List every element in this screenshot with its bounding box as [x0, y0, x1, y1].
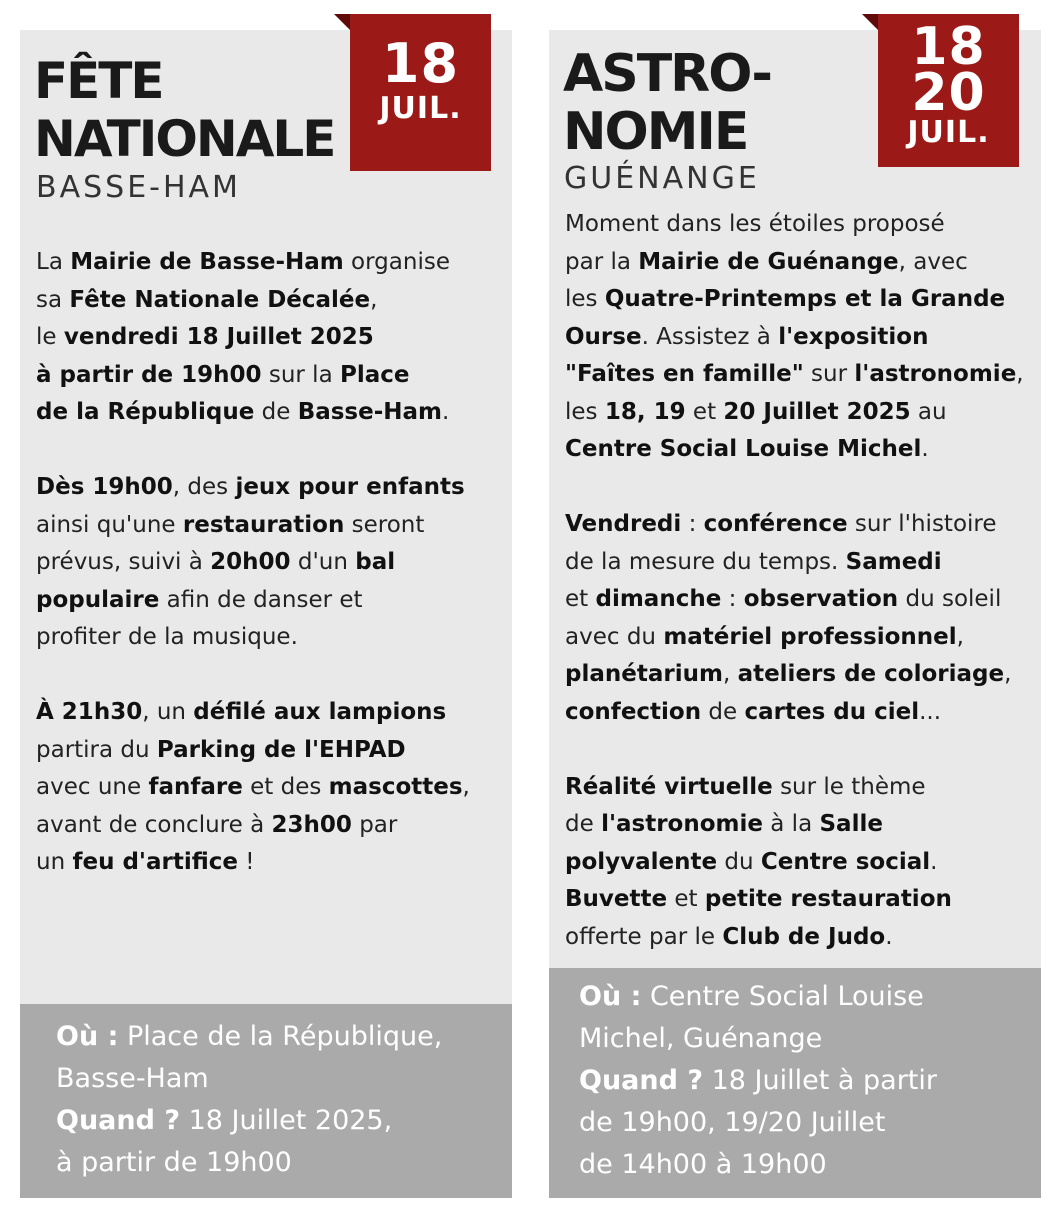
- emphasis-text: 18, 19: [604, 398, 686, 425]
- body-text-run: de la mesure du temps.: [565, 548, 846, 575]
- body-text-run: le: [36, 324, 64, 350]
- body-text-run: La: [36, 249, 71, 275]
- body-text-run: !: [237, 849, 255, 875]
- emphasis-text: l'exposition: [778, 323, 929, 350]
- body-text-run: .: [921, 436, 929, 462]
- event-card-fete-nationale: [20, 30, 512, 1198]
- event-description: [36, 244, 470, 882]
- when-value-line2: de 19h00, 19/20 Juillet: [579, 1107, 886, 1138]
- when-label: Quand ?: [56, 1105, 181, 1136]
- body-text-run: et: [685, 398, 724, 425]
- emphasis-text: "Faîtes en famille": [565, 361, 804, 387]
- body-text-run: avec du: [565, 623, 664, 650]
- body-text-run: ,: [956, 623, 964, 650]
- event-card-astronomie: [549, 17, 1041, 1198]
- body-text-run: à la: [762, 811, 820, 837]
- body-text-run: par la: [565, 248, 639, 275]
- event-info-footer: [20, 1004, 512, 1198]
- body-text-run: avec une: [36, 774, 149, 800]
- event-location: BASSE-HAM: [36, 170, 241, 205]
- body-text-run: afin de danser et: [159, 586, 363, 613]
- emphasis-text: jeux pour enfants: [235, 474, 465, 500]
- when-value: 18 Juillet à partir: [703, 1065, 937, 1096]
- where-value: Place de la République,: [118, 1021, 443, 1052]
- date-month: JUIL.: [379, 91, 462, 126]
- body-text-run: prévus, suivi à: [36, 549, 211, 575]
- emphasis-text: 20h00: [210, 549, 291, 575]
- event-title: [563, 45, 771, 161]
- body-text-run: au: [910, 398, 947, 425]
- event-info-footer: [549, 968, 1041, 1198]
- body-text-run: ainsi qu'une: [36, 511, 183, 538]
- where-label: Où :: [56, 1021, 119, 1052]
- body-text-run: ,: [370, 286, 378, 313]
- body-text-run: seront: [344, 511, 425, 538]
- emphasis-text: Mairie de Basse-Ham: [70, 249, 344, 275]
- where-label: Où :: [579, 981, 642, 1012]
- emphasis-text: dimanche: [595, 586, 722, 612]
- description-paragraph: [36, 469, 470, 657]
- emphasis-text: feu d'artifice: [72, 849, 238, 875]
- body-text-run: sur la: [261, 361, 340, 388]
- body-text-run: sur le thème: [772, 773, 926, 800]
- date-day: 18: [381, 32, 460, 95]
- description-paragraph: [36, 244, 470, 432]
- emphasis-text: de la République: [36, 399, 255, 425]
- emphasis-text: Basse-Ham: [297, 399, 442, 425]
- emphasis-text: Samedi: [845, 548, 942, 575]
- where-value-line2: Basse-Ham: [56, 1063, 209, 1094]
- body-text-run: du soleil: [898, 586, 1002, 612]
- emphasis-text: Centre Social Louise Michel: [565, 436, 922, 462]
- emphasis-text: fanfare: [148, 774, 243, 800]
- date-day-end: 20: [911, 63, 986, 123]
- when-value-line2: à partir de 19h00: [56, 1147, 292, 1178]
- emphasis-text: Mairie de Guénange: [638, 248, 899, 275]
- emphasis-text: l'astronomie: [854, 361, 1017, 387]
- body-text-run: , des: [172, 474, 236, 500]
- emphasis-text: populaire: [36, 586, 160, 613]
- when-label: Quand ?: [579, 1065, 704, 1096]
- description-paragraph: [565, 506, 1024, 731]
- body-text-run: de: [254, 399, 298, 425]
- body-text-run: :: [721, 586, 744, 612]
- emphasis-text: Réalité virtuelle: [565, 773, 773, 800]
- date-badge: [350, 14, 491, 171]
- where-value-line2: Michel, Guénange: [579, 1023, 823, 1054]
- body-text-run: , avec: [898, 248, 968, 275]
- body-text-run: sa: [36, 286, 70, 313]
- body-text-run: ,: [462, 774, 470, 800]
- description-paragraph: [565, 206, 1024, 469]
- body-text-run: un: [36, 849, 73, 875]
- body-text-run: sur l'histoire: [847, 511, 997, 537]
- event-title-line1: ASTRO-: [563, 44, 771, 104]
- body-text-run: avant de conclure à: [36, 811, 272, 838]
- emphasis-text: ateliers de coloriage: [737, 661, 1005, 687]
- description-paragraph: [565, 769, 1024, 957]
- emphasis-text: polyvalente: [565, 848, 718, 875]
- emphasis-text: Ourse: [565, 323, 642, 350]
- description-paragraph: [36, 694, 470, 882]
- emphasis-text: à partir de 19h00: [36, 361, 262, 388]
- body-text-run: ...: [919, 698, 942, 725]
- emphasis-text: Quatre-Printemps et la Grande: [604, 286, 1006, 312]
- event-title: [34, 52, 334, 168]
- body-text-run: offerte par le: [565, 923, 723, 950]
- emphasis-text: confection: [565, 698, 702, 725]
- emphasis-text: vendredi 18 Juillet 2025: [63, 324, 374, 350]
- body-text-run: de: [701, 698, 745, 725]
- date-month: JUIL.: [907, 115, 990, 150]
- emphasis-text: Dès 19h00: [36, 474, 173, 500]
- date-badge: [878, 14, 1019, 167]
- emphasis-text: l'astronomie: [601, 811, 763, 837]
- emphasis-text: Parking de l'EHPAD: [156, 736, 406, 763]
- event-title-line2: NOMIE: [563, 102, 748, 162]
- emphasis-text: 20 Juillet 2025: [723, 398, 911, 425]
- emphasis-text: Buvette: [565, 886, 668, 912]
- body-text-run: organise: [343, 249, 450, 275]
- body-text-run: .: [930, 848, 938, 875]
- emphasis-text: restauration: [182, 511, 345, 538]
- where-value: Centre Social Louise: [641, 981, 924, 1012]
- body-text-run: partira du: [36, 736, 157, 763]
- body-text-run: ,: [1004, 661, 1012, 687]
- body-text-run: Moment dans les étoiles proposé: [565, 211, 945, 237]
- event-title-line2: NATIONALE: [34, 110, 335, 168]
- body-text-run: et: [667, 886, 705, 912]
- body-text-run: :: [681, 511, 704, 537]
- emphasis-text: observation: [743, 586, 899, 612]
- body-text-run: .: [442, 399, 450, 425]
- emphasis-text: Centre social: [760, 848, 931, 875]
- body-text-run: .: [885, 923, 893, 950]
- emphasis-text: défilé aux lampions: [193, 699, 447, 725]
- body-text-run: et: [565, 586, 596, 612]
- date-day-start: 18: [911, 17, 986, 77]
- when-value-line3: de 14h00 à 19h00: [579, 1149, 827, 1180]
- emphasis-text: Salle: [819, 811, 883, 837]
- body-text-run: , un: [142, 699, 194, 725]
- body-text-run: les: [565, 398, 605, 425]
- body-text-run: les: [565, 286, 605, 312]
- emphasis-text: planétarium: [565, 661, 723, 687]
- body-text-run: de: [565, 811, 602, 837]
- body-text-run: du: [717, 848, 761, 875]
- emphasis-text: mascottes: [328, 774, 463, 800]
- body-text-run: profiter de la musique.: [36, 624, 298, 650]
- event-description: [565, 206, 1024, 956]
- emphasis-text: Fête Nationale Décalée: [69, 286, 371, 313]
- when-value: 18 Juillet 2025,: [180, 1105, 393, 1136]
- emphasis-text: matériel professionnel: [663, 623, 957, 650]
- body-text-run: d'un: [290, 549, 356, 575]
- body-text-run: par: [351, 811, 398, 838]
- emphasis-text: conférence: [703, 511, 848, 537]
- event-title-line1: FÊTE: [34, 52, 163, 110]
- emphasis-text: Vendredi: [565, 511, 682, 537]
- body-text-run: sur: [803, 361, 855, 387]
- emphasis-text: Club de Judo: [722, 923, 886, 950]
- body-text-run: et des: [242, 774, 329, 800]
- body-text-run: ,: [1016, 361, 1024, 387]
- emphasis-text: petite restauration: [704, 886, 952, 912]
- emphasis-text: bal: [355, 549, 396, 575]
- emphasis-text: Place: [339, 361, 410, 388]
- emphasis-text: cartes du ciel: [744, 698, 920, 725]
- emphasis-text: 23h00: [271, 811, 352, 838]
- body-text-run: . Assistez à: [641, 323, 779, 350]
- emphasis-text: À 21h30: [36, 699, 143, 725]
- body-text-run: ,: [722, 661, 738, 687]
- event-location: GUÉNANGE: [564, 161, 760, 196]
